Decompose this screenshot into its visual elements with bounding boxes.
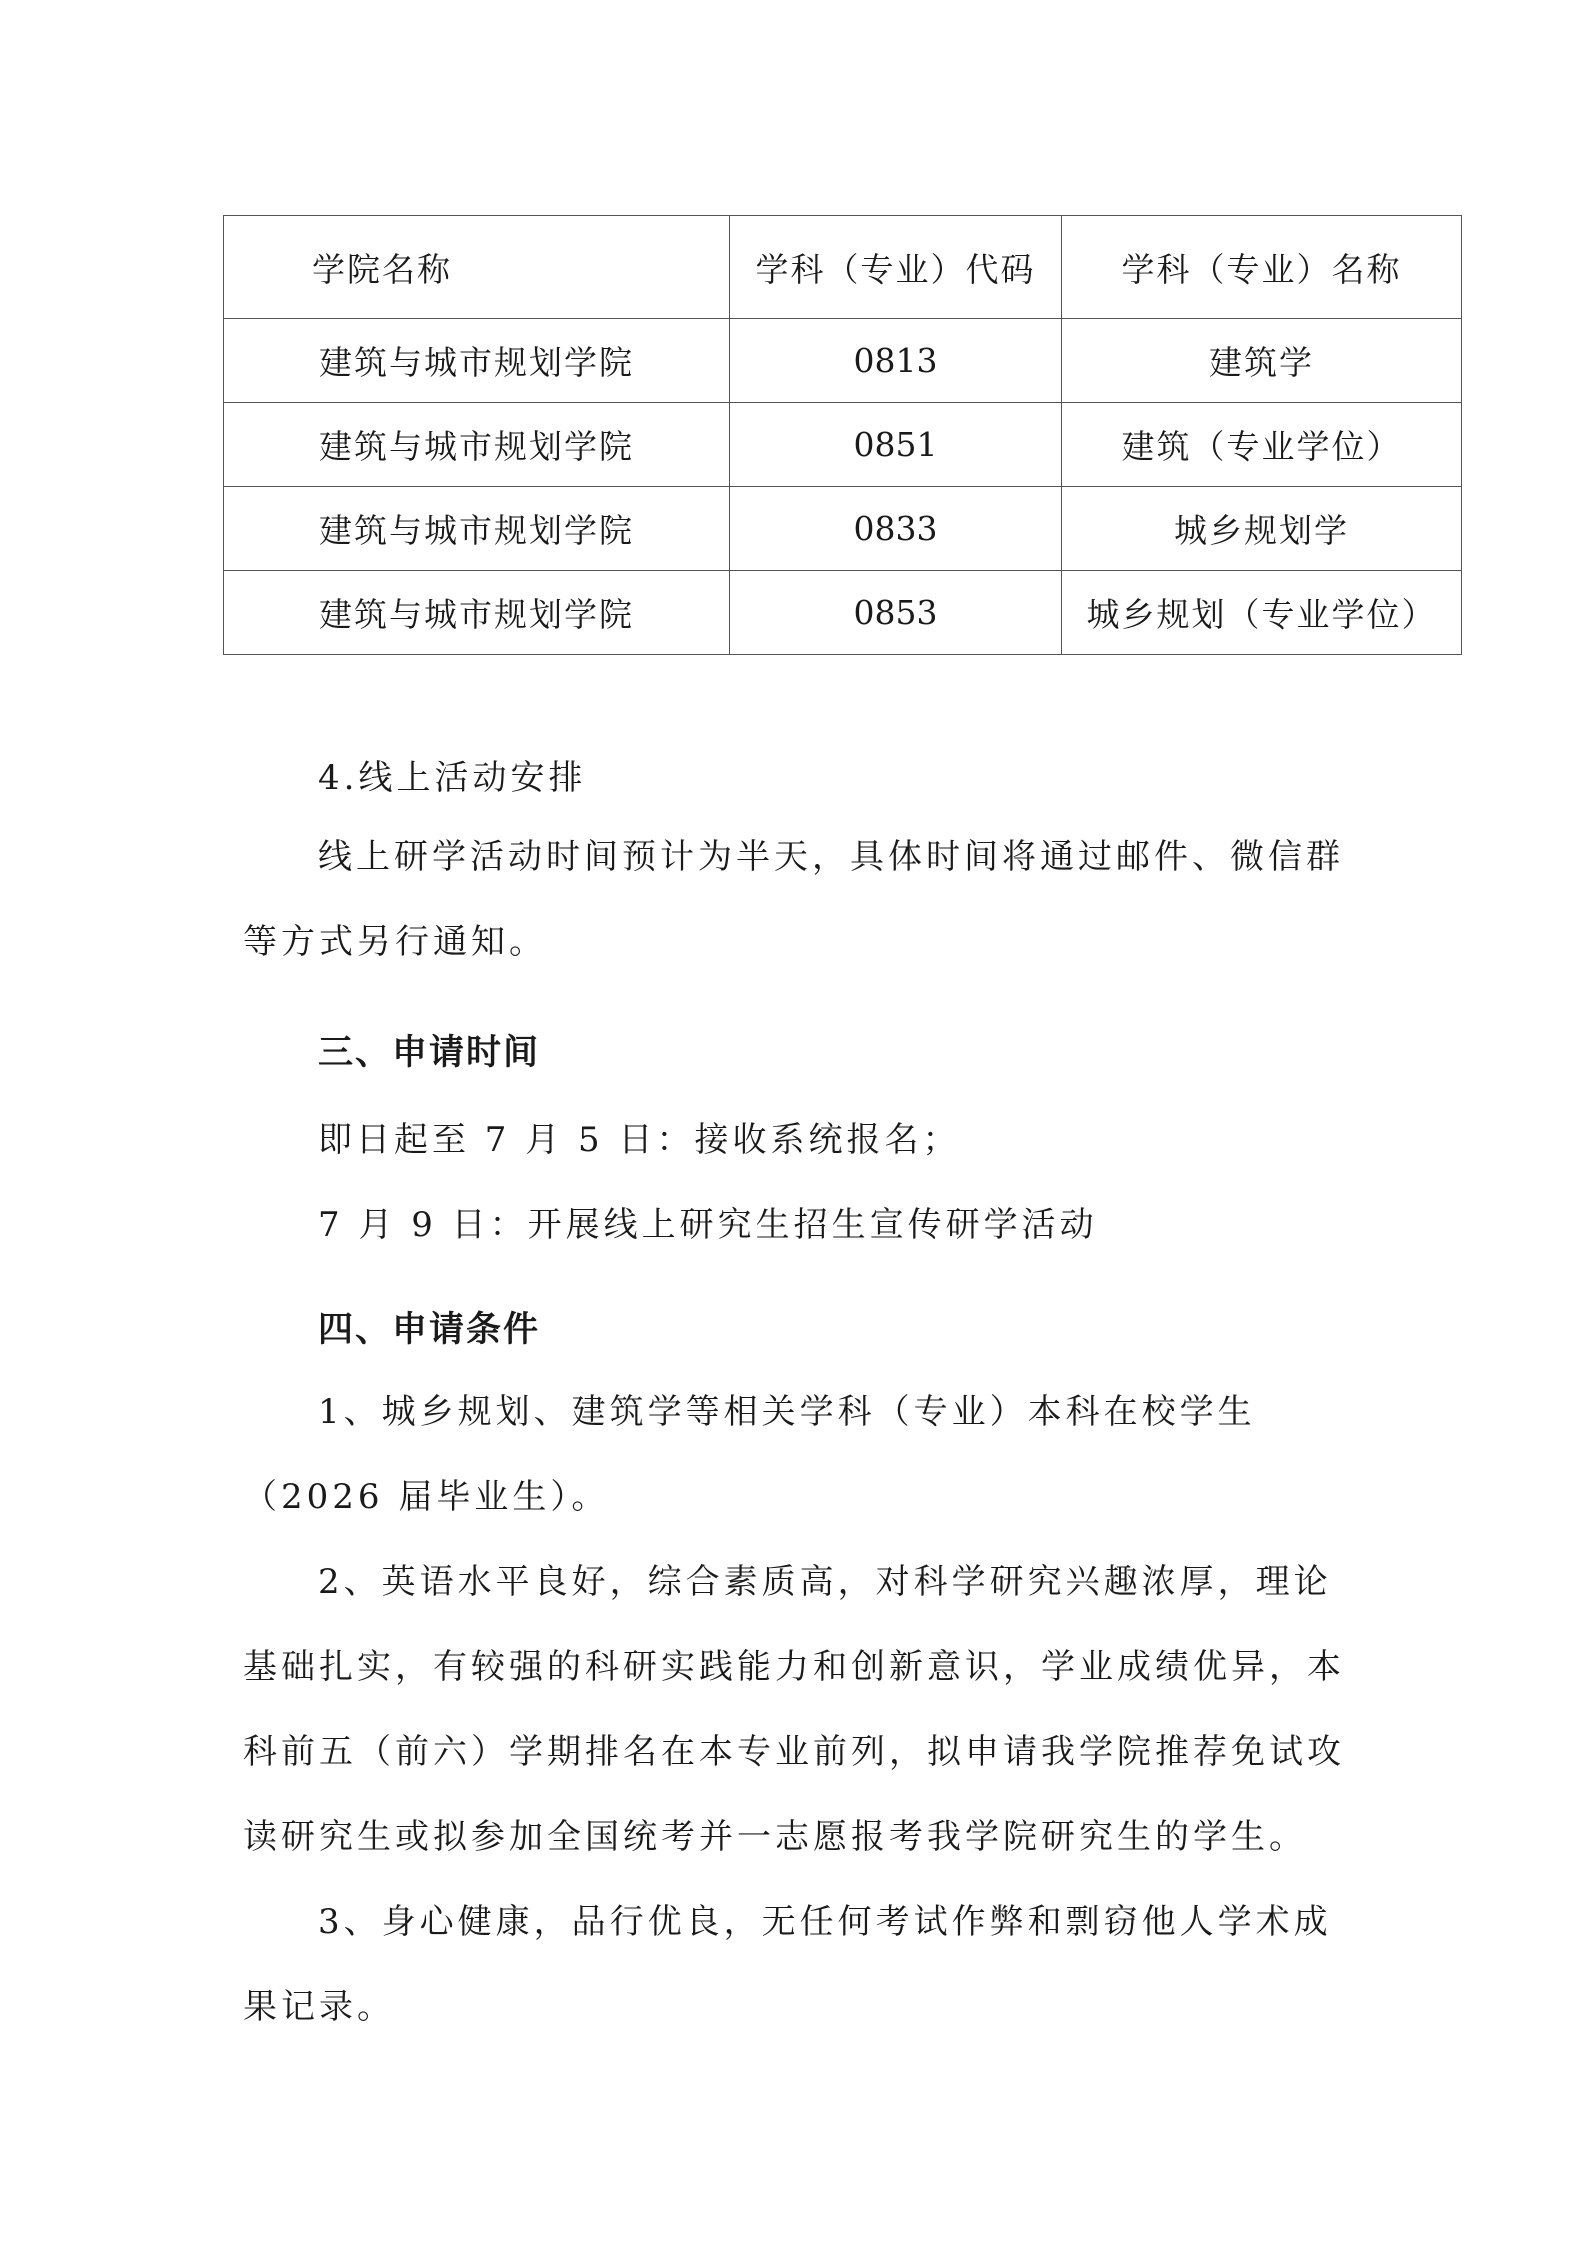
application-time-line-1: 即日起至 7 月 5 日：接收系统报名； [318, 1120, 961, 1160]
table-row [224, 487, 1462, 571]
cell-college: 建筑与城市规划学院 [224, 487, 730, 571]
cell-college: 建筑与城市规划学院 [224, 319, 730, 403]
conditions-heading: 四、申请条件 [318, 1310, 541, 1350]
condition-item-3: 3、身心健康，品行优良，无任何考试作弊和剽窃他人学术成果记录。 [243, 1902, 1332, 2027]
table-row [224, 403, 1462, 487]
condition-item-2: 2、英语水平良好，综合素质高，对科学研究兴趣浓厚，理论基础扎实，有较强的科研实践能力和创新意识，学业成绩优异，本科前五（前六）学期排名在本专业前列，拟申请我学院推荐免试攻读研究生或拟参加全国统考并一志愿报考我学院研究生的学生。 [243, 1562, 1345, 1857]
header-college: 学院名称 [224, 216, 730, 319]
header-code: 学科（专业）代码 [730, 216, 1062, 319]
condition-item-1: 1、城乡规划、建筑学等相关学科（专业）本科在校学生（2026 届毕业生）。 [243, 1392, 1256, 1517]
cell-college: 建筑与城市规划学院 [224, 403, 730, 487]
application-time-line-2: 7 月 9 日：开展线上研究生招生宣传研学活动 [318, 1205, 1098, 1245]
cell-college: 建筑与城市规划学院 [224, 571, 730, 655]
online-activity-body: 线上研学活动时间预计为半天，具体时间将通过邮件、微信群等方式另行通知。 [243, 837, 1344, 962]
table-row [224, 319, 1462, 403]
cell-name: 建筑（专业学位） [1062, 403, 1462, 487]
cell-name: 建筑学 [1062, 319, 1462, 403]
table-header-row [224, 216, 1462, 319]
cell-name: 城乡规划（专业学位） [1062, 571, 1462, 655]
cell-code: 0851 [730, 403, 1062, 487]
cell-name: 城乡规划学 [1062, 487, 1462, 571]
discipline-table [223, 215, 1462, 655]
cell-code: 0813 [730, 319, 1062, 403]
cell-code: 0853 [730, 571, 1062, 655]
online-activity-title: 4.线上活动安排 [318, 758, 587, 798]
application-time-heading: 三、申请时间 [318, 1033, 541, 1073]
header-name: 学科（专业）名称 [1062, 216, 1462, 319]
table-row [224, 571, 1462, 655]
cell-code: 0833 [730, 487, 1062, 571]
